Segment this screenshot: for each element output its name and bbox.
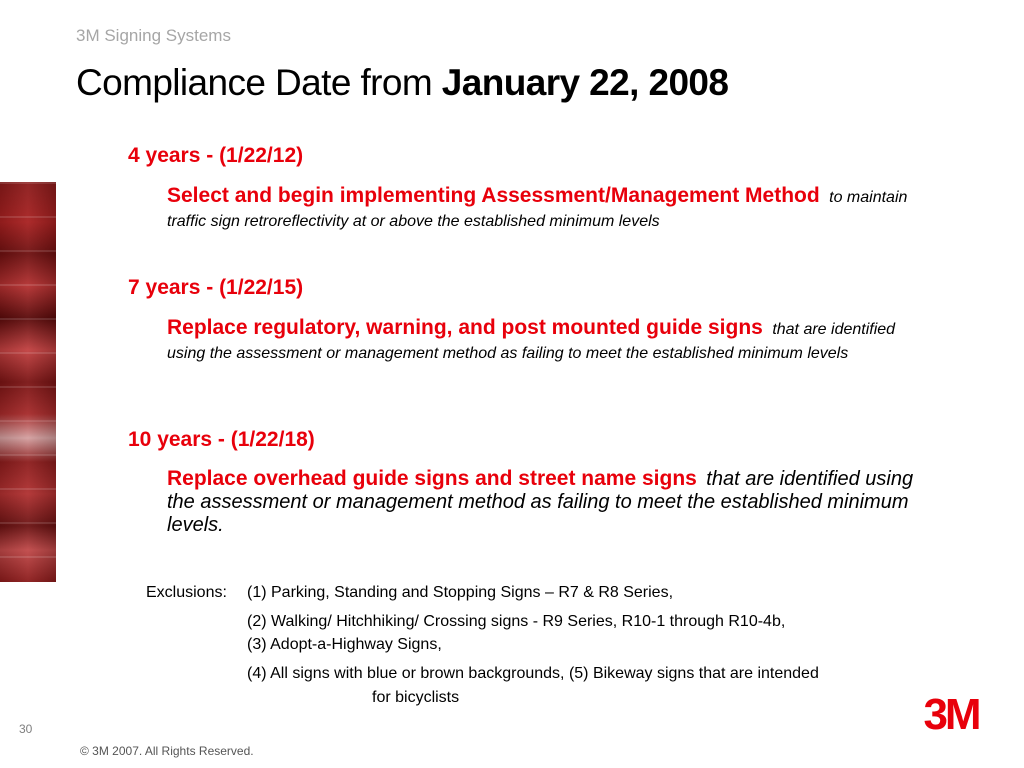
milestone-lead: Select and begin implementing Assessment/Management Method — [167, 184, 820, 207]
milestone-lead: Replace regulatory, warning, and post mounted guide signs — [167, 316, 763, 339]
exclusion-line: (1) Parking, Standing and Stopping Signs – R7 & R8 Series, — [247, 584, 674, 601]
slide-title — [76, 62, 728, 104]
milestone-description: that are identified using the assessment or management method as failing to meet the established minimum levels — [167, 321, 896, 362]
milestone-heading: 4 years - (1/22/12) — [128, 144, 304, 167]
exclusion-line: (3) Adopt-a-Highway Signs, — [247, 636, 442, 653]
milestone-heading: 10 years - (1/22/18) — [128, 428, 315, 451]
title-prefix: Compliance Date from — [76, 62, 442, 103]
exclusion-line: (4) All signs with blue or brown backgrounds, (5) Bikeway signs that are intended — [247, 665, 819, 682]
milestone-item — [167, 467, 937, 537]
milestone-heading: 7 years - (1/22/15) — [128, 276, 304, 299]
page-number: 30 — [19, 722, 33, 736]
decorative-side-strip — [0, 182, 56, 582]
company-name: 3M Signing Systems — [76, 26, 231, 45]
exclusion-line: (2) Walking/ Hitchhiking/ Crossing signs - R9 Series, R10-1 through R10-4b, — [247, 613, 786, 630]
logo-text: 3M — [923, 690, 979, 736]
copyright: © 3M 2007. All Rights Reserved. — [80, 744, 254, 758]
milestone-description: that are identified using the assessment or management method as failing to meet the established minimum levels. — [167, 468, 914, 536]
exclusions-label: Exclusions: — [146, 584, 227, 601]
milestone-item — [167, 184, 937, 233]
3m-logo — [912, 690, 990, 736]
milestone-lead: Replace overhead guide signs and street name signs — [167, 467, 697, 490]
milestone-description: to maintain traffic sign retroreflectivity at or above the established minimum levels — [167, 189, 908, 230]
title-date: January 22, 2008 — [441, 62, 729, 103]
exclusion-line: for bicyclists — [372, 689, 460, 706]
milestone-item — [167, 316, 937, 365]
